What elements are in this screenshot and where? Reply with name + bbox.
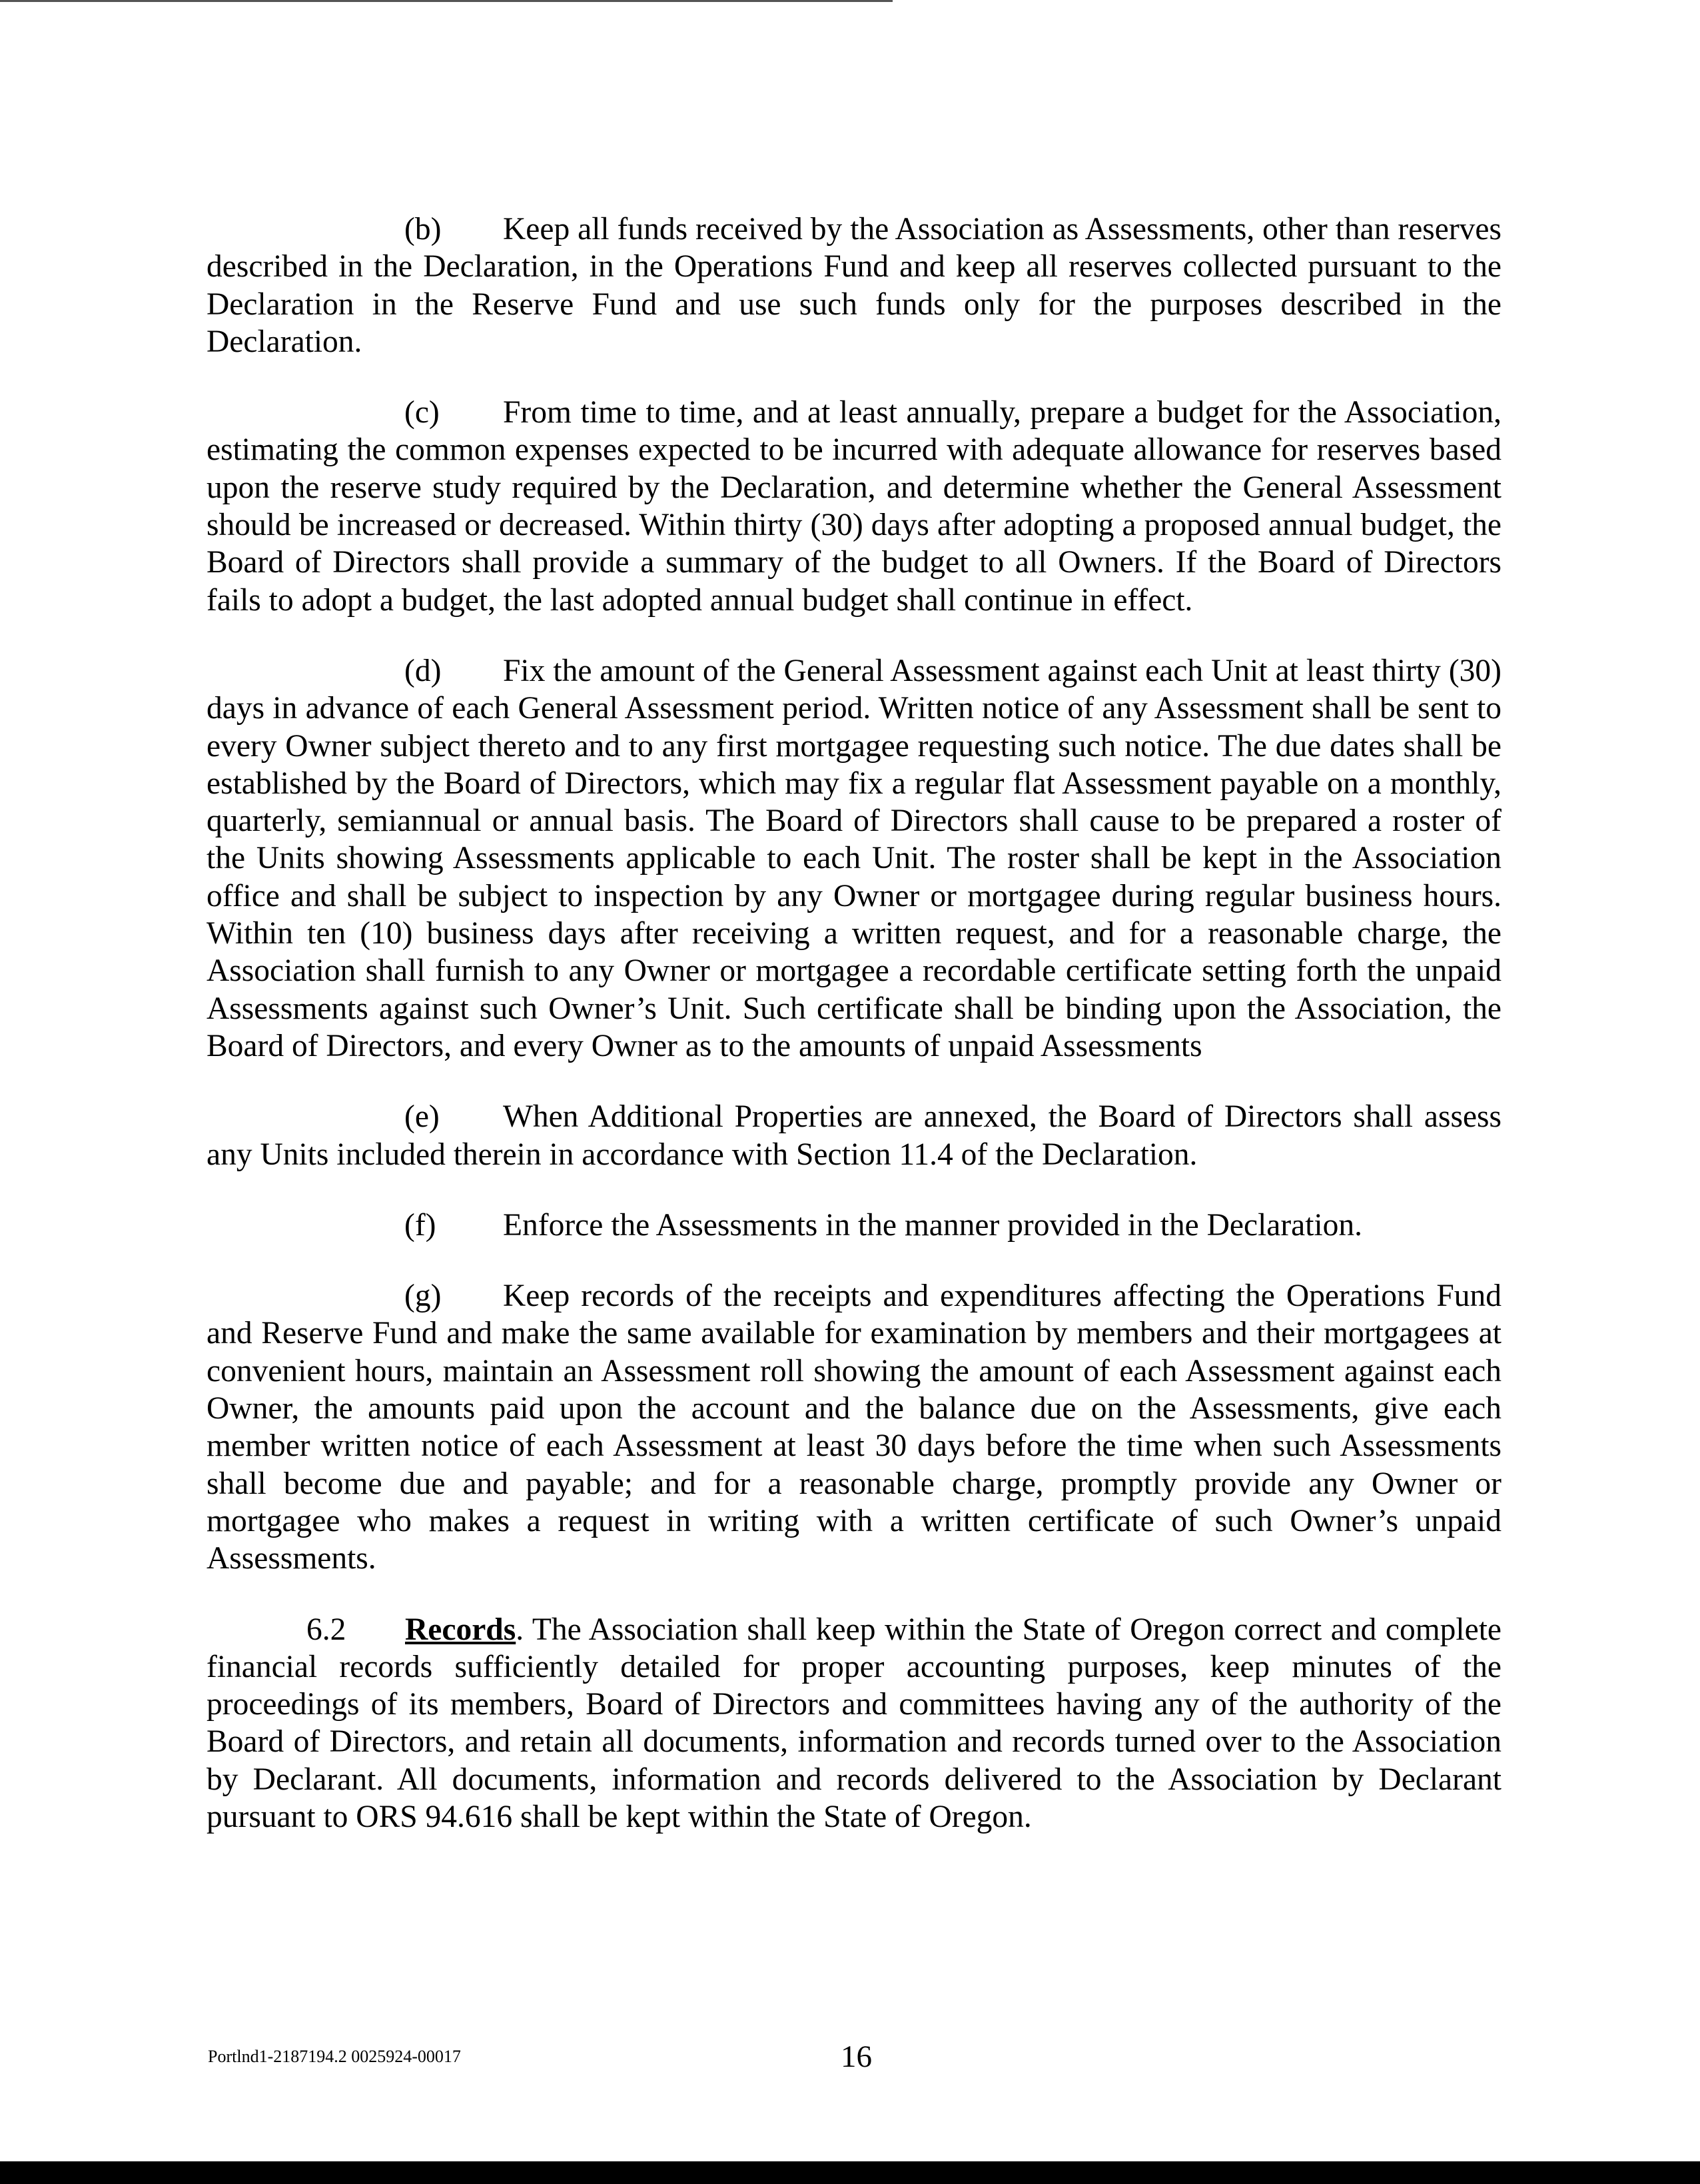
- paragraph-text: Enforce the Assessments in the manner provided in the Declaration.: [503, 1207, 1363, 1243]
- paragraph-label: (e): [404, 1099, 440, 1135]
- paragraph-text: Keep all funds received by the Association as Assessments, other than reserves described in the Declaration, in the Operations Fund and keep all reserves collected pursuant to the Declaration in the Reserve Fund and use such funds only for the purposes described in the Declaration.: [207, 212, 1501, 359]
- paragraph-text: When Additional Properties are annexed, the Board of Directors shall assess any Units included therein in accordance with Section 11.4 of the Declaration.: [207, 1099, 1501, 1172]
- footer-document-id: Portlnd1-2187194.2 0025924-00017: [208, 2047, 461, 2066]
- paragraph-label: (f): [404, 1207, 436, 1243]
- paragraph-label: (b): [404, 212, 442, 247]
- section-heading: Records: [405, 1612, 516, 1647]
- document-body: [207, 211, 1501, 1869]
- top-edge-rule: [0, 0, 893, 2]
- paragraph-c: [207, 394, 1501, 619]
- paragraph-g: [207, 1277, 1501, 1577]
- paragraph-d: [207, 652, 1501, 1065]
- section-6-2-records: [207, 1611, 1501, 1836]
- paragraph-label: (c): [404, 395, 440, 430]
- paragraph-label: (d): [404, 653, 442, 688]
- page-number: 16: [841, 2039, 872, 2074]
- section-number: 6.2: [306, 1612, 346, 1647]
- paragraph-f: [207, 1207, 1501, 1244]
- paragraph-text: Fix the amount of the General Assessment against each Unit at least thirty (30) days in advance of each General Assessment period. Written notice of any Assessment shall be sent to every Owner subject thereto and to any first mortgagee requesting such notice. The due dates shall be established by the Board of Directors, which may fix a regular flat Assessment payable on a monthly, quarterly, semiannual or annual basis. The Board of Directors shall cause to be prepared a roster of the Units showing Assessments applicable to each Unit. The roster shall be kept in the Association office and shall be subject to inspection by any Owner or mortgagee during regular business hours. Within ten (10) business days after receiving a written request, and for a reasonable charge, the Association shall furnish to any Owner or mortgagee a recordable certificate setting forth the unpaid Assessments against such Owner’s Unit. Such certificate shall be binding upon the Association, the Board of Directors, and every Owner as to the amounts of unpaid Assessments: [207, 653, 1501, 1063]
- paragraph-label: (g): [404, 1279, 442, 1314]
- paragraph-e: [207, 1098, 1501, 1173]
- section-text: The Association shall keep within the State of Oregon correct and complete financial records sufficiently detailed for proper accounting purposes, keep minutes of the proceedings of its members, Board of Directors and committees having any of the authority of the Board of Directors, and retain all documents, information and records turned over to the Association by Declarant. All documents, information and records delivered to the Association by Declarant pursuant to ORS 94.616 shall be kept within the State of Oregon.: [207, 1612, 1501, 1834]
- paragraph-text: Keep records of the receipts and expenditures affecting the Operations Fund and Reserve Fund and make the same available for examination by members and their mortgagees at convenient hours, maintain an Assessment roll showing the amount of each Assessment against each Owner, the amounts paid upon the account and the balance due on the Assessments, give each member written notice of each Assessment at least 30 days before the time when such Assessments shall become due and payable; and for a reasonable charge, promptly provide any Owner or mortgagee who makes a request in writing with a written certificate of such Owner’s unpaid Assessments.: [207, 1279, 1501, 1576]
- paragraph-b: [207, 211, 1501, 360]
- paragraph-text: From time to time, and at least annually, prepare a budget for the Association, estimating the common expenses expected to be incurred with adequate allowance for reserves based upon the reserve study required by the Declaration, and determine whether the General Assessment should be increased or decreased. Within thirty (30) days after adopting a proposed annual budget, the Board of Directors shall provide a summary of the budget to all Owners. If the Board of Directors fails to adopt a budget, the last adopted annual budget shall continue in effect.: [207, 395, 1501, 618]
- scan-bottom-border: [0, 2161, 1700, 2184]
- section-heading-punct: .: [516, 1612, 524, 1647]
